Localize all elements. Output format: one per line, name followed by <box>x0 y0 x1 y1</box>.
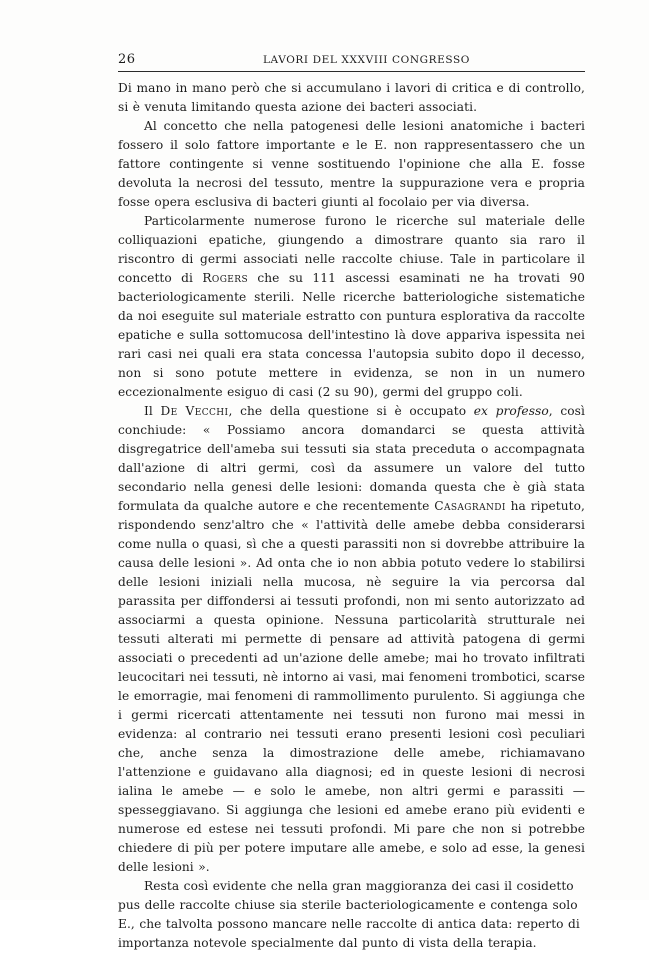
author-rogers: Rogers <box>202 271 249 285</box>
header-rule <box>118 71 585 72</box>
paragraph-4-quote-rest: ha ripetuto, rispondendo senz'altro che « l'attività delle amebe debba considerarsi come nulla o quasi, sì che a questi parassiti non si dovrebbe attribuire la causa delle lesioni ». Ad onta che io non abbia potuto vedere lo stabilirsi delle lesioni iniziali nella mucosa, nè seguire la via percorsa dal parassita per diffondersi ai tessuti profondi, non mi sento autorizzato ad associarmi a questa opinione. Nessuna particolarità strutturale nei tessuti alterati mi permette di pensare ad attività patogena di germi associati o precedenti ad un'azione delle amebe; mai ho trovato infiltrati leucocitari nei tessuti, nè intorno ai vasi, mai fenomeni trombotici, scarse le emorragie, mai fenomeni di rammollimento purulento. Si aggiunga che i germi ricercati attentamente nei tessuti non furono mai messi in evidenza: al contrario nei tessuti erano presenti lesioni così peculiari che, anche senza la dimostrazione delle amebe, richiamavano l'attenzione e guidavano alla diagnosi; ed in queste lesioni di necrosi ialina le amebe — e solo le amebe, non altri germi e parassiti — spesseggiavano. Si aggiunga che lesioni ed amebe erano più evidenti e numerose ed estese nei tessuti profondi. Mi pare che non si potrebbe chiedere di più per potere imputare alle amebe, e solo ad esse, la genesi delle lesioni ». <box>118 499 586 874</box>
author-de-vecchi: De Vecchi <box>160 404 229 418</box>
paragraph-5: Resta così evidente che nella gran maggioranza dei casi il cosidetto pus delle raccolte chiuse sia sterile bacteriologicamente e contenga solo E., che talvolta possono mancare nelle raccolte di antica data: reperto di importanza notevole specialmente dal punto di vista della terapia. <box>118 879 580 950</box>
page-header <box>118 48 585 70</box>
paragraph-4 <box>118 402 585 877</box>
paragraph-4-lead: Il <box>144 404 161 418</box>
author-casagrandi: Casagrandi <box>434 499 506 513</box>
running-head: LAVORI DEL XXXVIII CONGRESSO <box>262 54 470 66</box>
paragraph-4-quote-start: , così conchiude: « Possiamo ancora domandarci se questa attività disgregatrice dell'ameba sui tessuti sia stata preceduta o accompagnata dall'azione di altri germi, così da assumere un valore del tutto secondario nella genesi delle lesioni: domanda questa che è già stata formulata da qualche autore e che recentemente <box>118 404 585 513</box>
italic-ex-professo: ex professo <box>473 404 549 418</box>
page-number: 26 <box>118 52 136 67</box>
paragraph-1: Di mano in mano però che si accumulano i lavori di critica e di controllo, si è venuta limitando questa azione dei bacteri associati. <box>118 81 585 114</box>
paragraph-3-text-before: Particolarmente numerose furono le ricerche sul materiale delle colliquazioni epatiche, giungendo a dimostrare quanto sia raro il riscontro di germi associati nelle raccolte chiuse. Tale in particolare il concetto di <box>118 214 585 285</box>
paragraph-2: Al concetto che nella patogenesi delle lesioni anatomiche i bacteri fossero il solo fattore importante e le E. non rappresentassero che un fattore contingente si venne sostituendo l'opinione che alla E. fosse devoluta la necrosi del tessuto, mentre la suppurazione vera e propria fosse opera esclusiva di bacteri giunti al focolaio per via diversa. <box>118 119 585 209</box>
paragraph-3-text-after: che su 111 ascessi esaminati ne ha trovati 90 bacteriologicamente sterili. Nelle ricerche batteriologiche sistematiche da noi eseguite sul materiale estratto con puntura esplorativa da raccolte epatiche e sulla sottomucosa dell'intestino là dove appariva ispessita nei rari casi nei quali era stata concessa l'autopsia subito dopo il decesso, non si sono potute mettere in evidenza, se non in un numero eccezionalmente esiguo di casi (2 su 90), germi del gruppo coli. <box>118 271 585 399</box>
body-text <box>118 79 585 953</box>
paragraph-3 <box>118 212 585 402</box>
paragraph-4-mid: , che della questione si è occupato <box>228 404 474 418</box>
